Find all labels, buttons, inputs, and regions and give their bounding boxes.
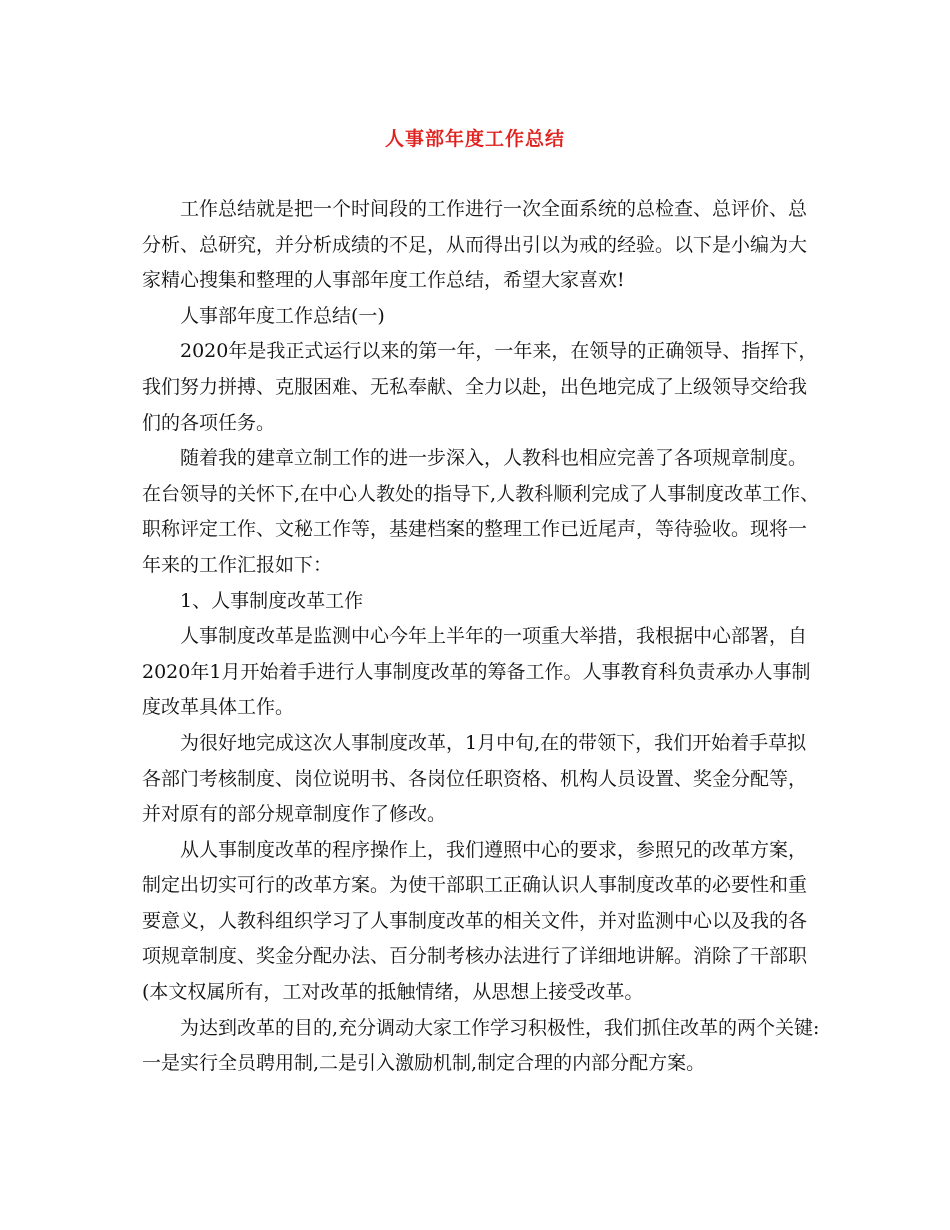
paragraph [142, 833, 810, 1011]
text-line: 在台领导的关怀下,在中心人教处的指导下,人教科顺利完成了人事制度改革工作、 [142, 482, 820, 505]
text-line: 要意义，人教科组织学习了人事制度改革的相关文件，并对监测中心以及我的各 [142, 909, 808, 932]
paragraph [142, 726, 810, 833]
text-line: 人事部年度工作总结(一) [180, 304, 385, 327]
text-line: 项规章制度、奖金分配办法、百分制考核办法进行了详细地讲解。消除了干部职 [142, 945, 808, 968]
text-line: 2020年是我正式运行以来的第一年，一年来，在领导的正确领导、指挥下， [180, 340, 818, 363]
text-line: (本文权属所有，工对改革的抵触情绪，从思想上接受改革。 [142, 981, 644, 1004]
document-title: 人事部年度工作总结 [384, 128, 565, 150]
document-body [142, 192, 820, 1082]
text-line: 2020年1月开始着手进行人事制度改革的筹备工作。人事教育科负责承办人事制 [142, 660, 811, 683]
text-line: 一是实行全员聘用制,二是引入激励机制,制定合理的内部分配方案。 [142, 1052, 706, 1075]
text-line: 各部门考核制度、岗位说明书、各岗位任职资格、机构人员设置、奖金分配等， [142, 767, 808, 790]
text-line: 家精心搜集和整理的人事部年度工作总结，希望大家喜欢! [142, 269, 625, 292]
paragraph [142, 1011, 820, 1082]
section-heading [142, 584, 810, 620]
text-line: 随着我的建章立制工作的进一步深入，人教科也相应完善了各项规章制度。 [180, 447, 808, 470]
paragraph [142, 441, 820, 583]
text-line: 分析、总研究，并分析成绩的不足，从而得出引以为戒的经验。以下是小编为大 [142, 233, 808, 256]
text-line: 们的各项任务。 [142, 411, 276, 434]
text-line: 年来的工作汇报如下： [142, 553, 333, 576]
paragraph [142, 619, 810, 726]
text-line: 1、人事制度改革工作 [180, 589, 364, 612]
paragraph-intro [142, 192, 810, 299]
text-line: 并对原有的部分规章制度作了修改。 [142, 803, 447, 826]
text-line: 人事制度改革是监测中心今年上半年的一项重大举措，我根据中心部署，自 [180, 625, 808, 648]
paragraph [142, 334, 818, 441]
text-line: 从人事制度改革的程序操作上，我们遵照中心的要求，参照兄的改革方案， [180, 838, 808, 861]
text-line: 为很好地完成这次人事制度改革，1月中旬,在的带领下，我们开始着手草拟 [180, 731, 807, 754]
text-line: 为达到改革的目的,充分调动大家工作学习积极性，我们抓住改革的两个关键: [180, 1016, 820, 1039]
text-line: 制定出切实可行的改革方案。为使干部职工正确认识人事制度改革的必要性和重 [142, 874, 808, 897]
text-line: 度改革具体工作。 [142, 696, 295, 719]
text-line: 工作总结就是把一个时间段的工作进行一次全面系统的总检查、总评价、总 [180, 198, 808, 220]
section-heading [142, 299, 810, 335]
text-line: 我们努力拼搏、克服困难、无私奉献、全力以赴，出色地完成了上级领导交给我 [142, 375, 808, 398]
text-line: 职称评定工作、文秘工作等，基建档案的整理工作已近尾声，等待验收。现将一 [142, 518, 808, 541]
